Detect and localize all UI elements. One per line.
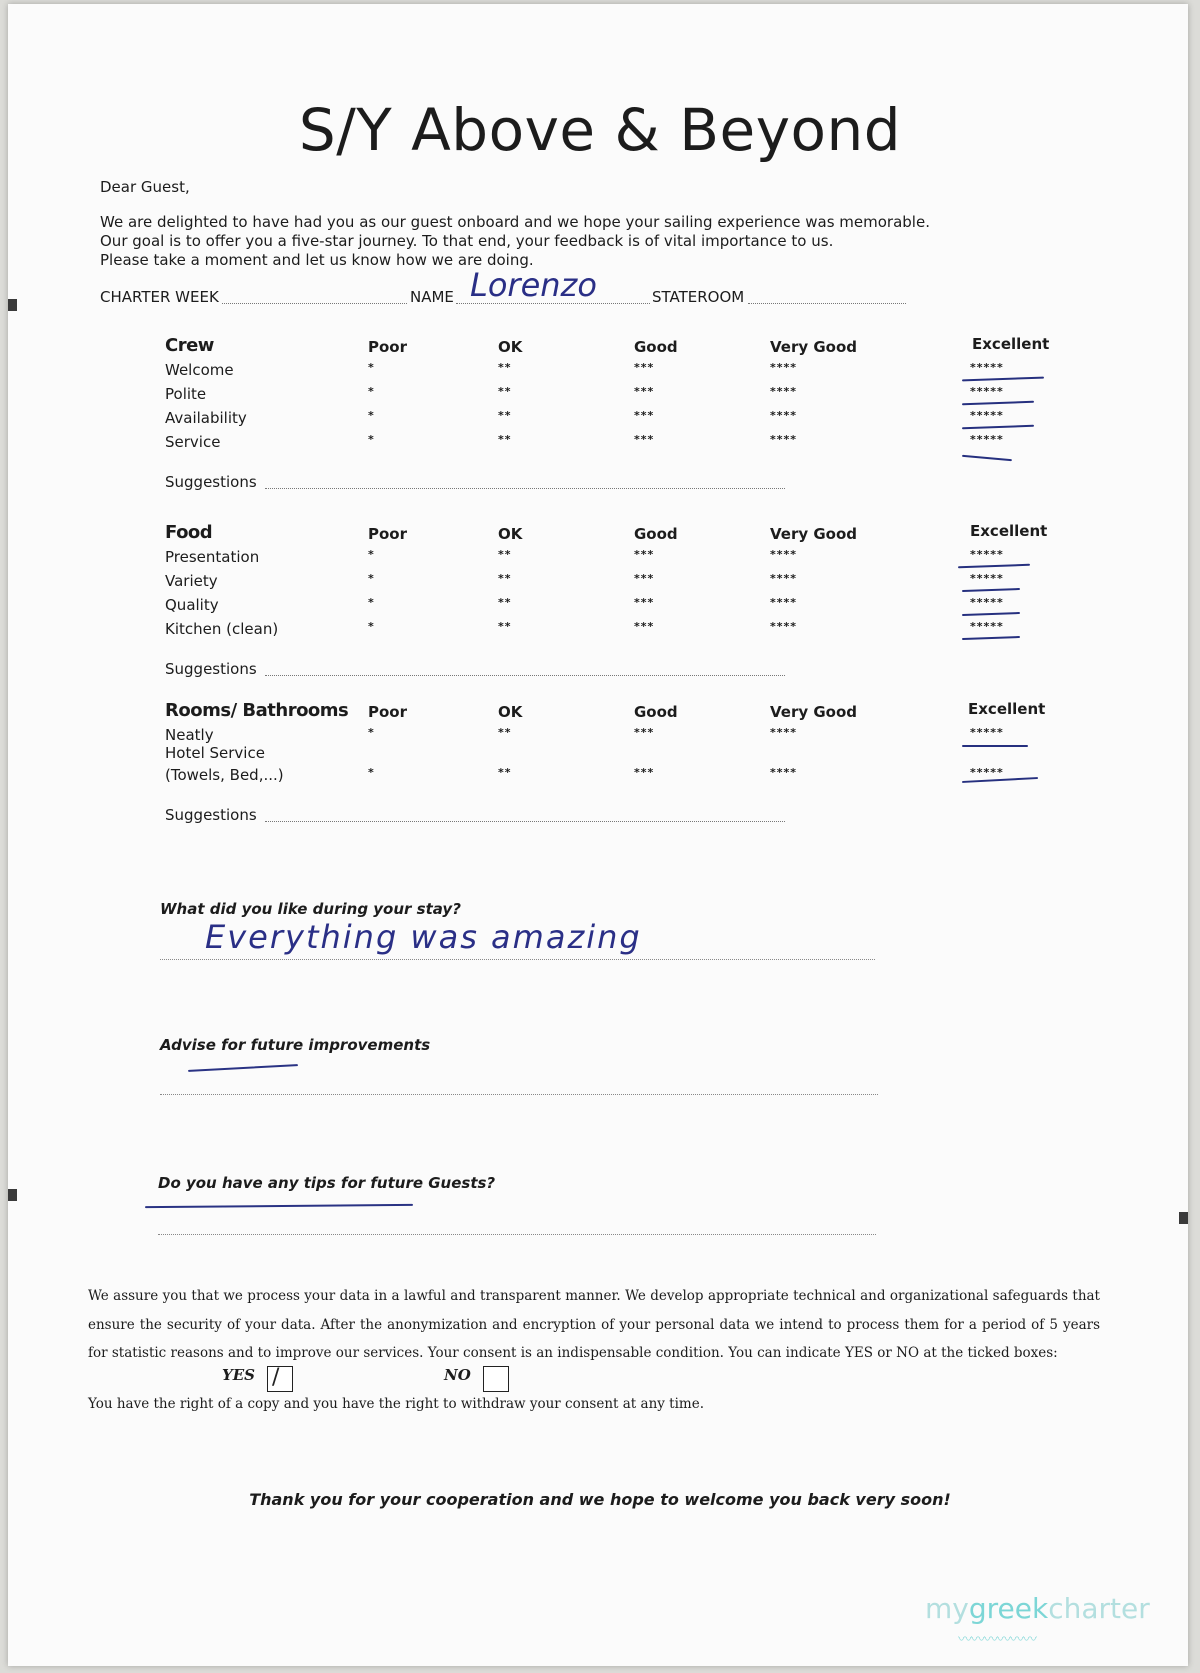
column-excellent: Excellent [968, 700, 1046, 718]
rating-item-label: Welcome [165, 361, 234, 379]
star-option-poor[interactable]: * [368, 596, 375, 609]
star-option-poor[interactable]: * [368, 620, 375, 633]
rating-row [150, 385, 1050, 409]
star-option-good[interactable]: *** [634, 361, 655, 374]
star-option-poor[interactable]: * [368, 385, 375, 398]
star-option-excellent[interactable]: ***** [970, 409, 1004, 422]
star-option-ok[interactable]: ** [498, 596, 512, 609]
star-option-ok[interactable]: ** [498, 620, 512, 633]
rating-row [150, 596, 1050, 620]
rating-item-label: Service [165, 433, 221, 451]
star-option-poor[interactable]: * [368, 726, 375, 739]
suggestions-label: Suggestions [165, 660, 257, 678]
star-option-ok[interactable]: ** [498, 361, 512, 374]
star-option-excellent[interactable]: ***** [970, 548, 1004, 561]
star-option-good[interactable]: *** [634, 548, 655, 561]
stateroom-label: STATEROOM [652, 288, 745, 306]
star-option-ok[interactable]: ** [498, 726, 512, 739]
column-excellent: Excellent [972, 335, 1050, 353]
rating-row [150, 409, 1050, 433]
greeting: Dear Guest, [100, 178, 190, 196]
suggestions-row [150, 465, 1050, 499]
rating-item-label: Kitchen (clean) [165, 620, 279, 638]
rating-row [150, 726, 1050, 766]
question-liked-label: What did you like during your stay? [160, 900, 461, 918]
star-option-poor[interactable]: * [368, 361, 375, 374]
rating-section-crew [150, 335, 1050, 499]
excellent-selection-mark [962, 636, 1020, 640]
rating-item-label: Neatly [165, 726, 214, 744]
binder-mark-left-top [8, 299, 17, 311]
star-option-very-good[interactable]: **** [770, 433, 798, 446]
excellent-selection-mark [962, 745, 1028, 747]
star-option-ok[interactable]: ** [498, 433, 512, 446]
rating-row [150, 433, 1050, 457]
star-option-good[interactable]: *** [634, 766, 655, 779]
column-good: Good [634, 338, 678, 356]
star-option-very-good[interactable]: **** [770, 766, 798, 779]
rating-section-food [150, 522, 1050, 686]
name-value: Lorenzo [470, 266, 597, 304]
star-option-very-good[interactable]: **** [770, 548, 798, 561]
binder-mark-right [1179, 1212, 1188, 1224]
name-label: NAME [410, 288, 454, 306]
guest-info-row [100, 266, 910, 312]
rating-item-label: Availability [165, 409, 247, 427]
excellent-selection-mark [962, 401, 1034, 406]
star-option-good[interactable]: *** [634, 596, 655, 609]
suggestions-label: Suggestions [165, 473, 257, 491]
rating-item-label: Quality [165, 596, 219, 614]
suggestions-field[interactable] [265, 674, 785, 676]
column-poor: Poor [368, 703, 408, 721]
star-option-good[interactable]: *** [634, 385, 655, 398]
star-option-ok[interactable]: ** [498, 548, 512, 561]
star-option-ok[interactable]: ** [498, 572, 512, 585]
rating-row [150, 766, 1050, 790]
checkmark-icon: / [272, 1365, 280, 1390]
star-option-very-good[interactable]: **** [770, 409, 798, 422]
intro-line: We are delighted to have had you as our guest onboard and we hope your sailing experience was memorable. [100, 213, 930, 231]
question-tips-label: Do you have any tips for future Guests? [158, 1174, 496, 1192]
column-poor: Poor [368, 525, 408, 543]
section-header [150, 335, 1050, 361]
section-title: Crew [165, 335, 214, 356]
column-very-good: Very Good [770, 703, 858, 721]
data-protection-notice: We assure you that we process your data in a lawful and transparent manner. We develop appropriate technical and organizational safeguards that ensure the security of your data. After the anonymization and encryption of your personal data we intend to process them for a period of 5 years for statistic reasons and to improve our services. Your consent is an indispensable condition. You can indicate YES or NO at the ticked boxes: [88, 1288, 1100, 1361]
star-option-excellent[interactable]: ***** [970, 361, 1004, 374]
rating-row [150, 548, 1050, 572]
rating-row [150, 361, 1050, 385]
section-title: Food [165, 522, 213, 543]
star-option-very-good[interactable]: **** [770, 385, 798, 398]
wave-icon: 〰〰〰〰〰〰 [958, 1632, 1036, 1648]
form-title: S/Y Above & Beyond [298, 96, 902, 164]
star-option-poor[interactable]: * [368, 433, 375, 446]
star-option-excellent[interactable]: ***** [970, 385, 1004, 398]
section-title: Rooms/ Bathrooms [165, 700, 349, 721]
rating-item-label: (Towels, Bed,...) [165, 766, 284, 784]
star-option-poor[interactable]: * [368, 766, 375, 779]
suggestions-label: Suggestions [165, 806, 257, 824]
star-option-excellent[interactable]: ***** [970, 572, 1004, 585]
star-option-excellent[interactable]: ***** [970, 620, 1004, 633]
intro-line: Please take a moment and let us know how we are doing. [100, 251, 534, 269]
consent-no-label: NO [444, 1366, 471, 1384]
rights-notice: You have the right of a copy and you have the right to withdraw your consent at any time. [88, 1396, 705, 1412]
star-option-good[interactable]: *** [634, 409, 655, 422]
star-option-poor[interactable]: * [368, 572, 375, 585]
charter-week-label: CHARTER WEEK [100, 288, 219, 306]
excellent-selection-mark [962, 612, 1020, 616]
star-option-excellent[interactable]: ***** [970, 766, 1004, 779]
suggestions-field[interactable] [265, 487, 785, 489]
intro-line: Our goal is to offer you a five-star journey. To that end, your feedback is of vital importance to us. [100, 232, 834, 250]
column-ok: OK [498, 525, 523, 543]
column-ok: OK [498, 703, 523, 721]
rating-row [150, 620, 1050, 644]
binder-mark-left-bottom [8, 1189, 17, 1201]
star-option-very-good[interactable]: **** [770, 572, 798, 585]
star-option-ok[interactable]: ** [498, 385, 512, 398]
column-poor: Poor [368, 338, 408, 356]
watermark-prefix: my [925, 1592, 969, 1625]
star-option-excellent[interactable]: ***** [970, 596, 1004, 609]
excellent-selection-mark [962, 588, 1020, 592]
section-header [150, 700, 1050, 726]
star-option-good[interactable]: *** [634, 433, 655, 446]
column-good: Good [634, 703, 678, 721]
excellent-selection-mark [962, 425, 1034, 430]
tips-answer-field[interactable] [158, 1233, 876, 1235]
star-option-ok[interactable]: ** [498, 409, 512, 422]
star-option-good[interactable]: *** [634, 726, 655, 739]
liked-answer: Everything was amazing [205, 918, 642, 956]
column-very-good: Very Good [770, 338, 858, 356]
rating-row [150, 572, 1050, 596]
improve-answer-field[interactable] [160, 1093, 878, 1095]
question-improve-label: Advise for future improvements [160, 1036, 431, 1054]
column-ok: OK [498, 338, 523, 356]
consent-yes-checkbox[interactable] [267, 1366, 293, 1392]
stateroom-field[interactable] [748, 302, 906, 304]
star-option-poor[interactable]: * [368, 548, 375, 561]
excellent-selection-mark [962, 455, 1012, 461]
rating-item-label: Polite [165, 385, 207, 403]
rating-item-label: Presentation [165, 548, 260, 566]
star-option-very-good[interactable]: **** [770, 596, 798, 609]
excellent-selection-mark [962, 377, 1044, 382]
star-option-ok[interactable]: ** [498, 766, 512, 779]
intro-paragraph [100, 213, 930, 270]
star-option-good[interactable]: *** [634, 620, 655, 633]
star-option-excellent[interactable]: ***** [970, 726, 1004, 739]
column-good: Good [634, 525, 678, 543]
star-option-excellent[interactable]: ***** [970, 433, 1004, 446]
charter-week-field[interactable] [222, 302, 407, 304]
watermark-highlight: greek [968, 1592, 1049, 1625]
section-header [150, 522, 1050, 548]
rating-item-label: Variety [165, 572, 218, 590]
thank-you-message: Thank you for your cooperation and we hope to welcome you back very soon! [249, 1490, 951, 1509]
star-option-good[interactable]: *** [634, 572, 655, 585]
star-option-very-good[interactable]: **** [770, 620, 798, 633]
rating-item-label: Hotel Service [165, 744, 265, 762]
column-very-good: Very Good [770, 525, 858, 543]
column-excellent: Excellent [970, 522, 1048, 540]
star-option-very-good[interactable]: **** [770, 361, 798, 374]
suggestions-row [150, 652, 1050, 686]
watermark-suffix: charter [1048, 1592, 1150, 1625]
watermark-logo [925, 1592, 1150, 1625]
consent-no-checkbox[interactable] [483, 1366, 509, 1392]
suggestions-row [150, 798, 1050, 832]
consent-yes-label: YES [222, 1366, 255, 1384]
rating-section-rooms [150, 700, 1050, 832]
suggestions-field[interactable] [265, 820, 785, 822]
liked-answer-field[interactable] [160, 958, 875, 960]
excellent-selection-mark [958, 564, 1030, 569]
star-option-very-good[interactable]: **** [770, 726, 798, 739]
star-option-poor[interactable]: * [368, 409, 375, 422]
